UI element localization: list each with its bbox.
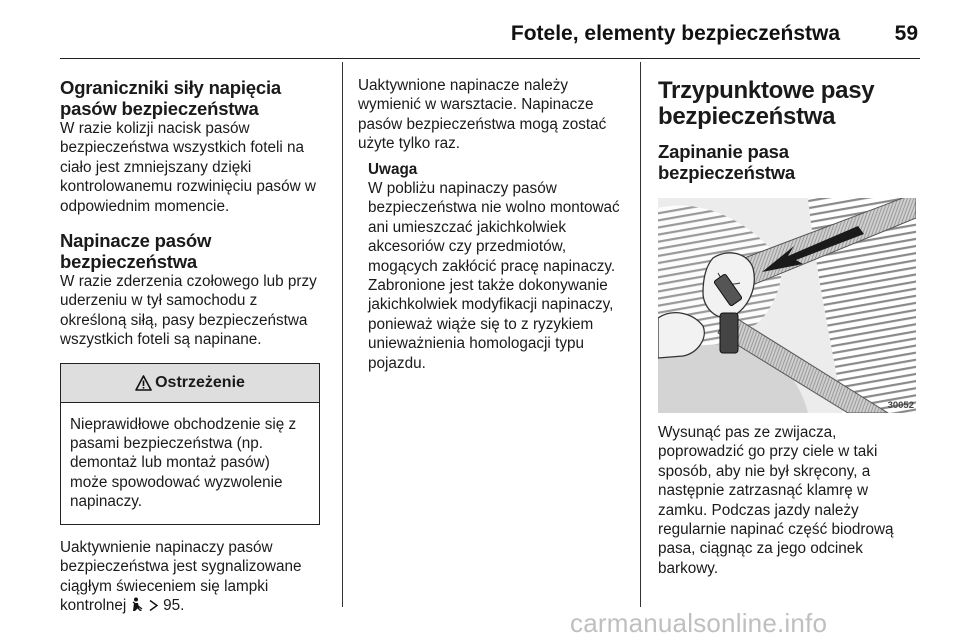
note-block	[368, 160, 626, 373]
section-title-pretensioners: Napinacze pasów bezpieczeństwa	[60, 230, 212, 273]
activation-text: Uaktywnienie napinaczy pasów bezpieczeństwa jest sygnalizowane ciągłym świeceniem się lampki kontrolnej	[60, 538, 302, 614]
section-title-force-limiters: Ograniczniki siły napięcia pasów bezpieczeństwa	[60, 77, 282, 119]
seatbelt-drawing	[658, 198, 916, 413]
column-divider	[640, 62, 641, 607]
warning-header	[61, 364, 319, 403]
page-reference: 95.	[163, 596, 185, 614]
subsection-title-fastening: Zapinanie pasa bezpieczeństwa	[658, 141, 796, 183]
replacement-text: Uaktywnione napinacze należy wymienić w warsztacie. Napinacze pasów bezpieczeństwa mogą zostać użyte tylko raz.	[358, 77, 607, 153]
warning-text: Nieprawidłowe obchodzenie się z pasami bezpieczeństwa (np. demontaż lub montaż pasów) może spowodować wyzwolenie napinaczy.	[70, 415, 297, 511]
seatbelt-illustration	[658, 198, 916, 413]
page-header-title: Fotele, elementy bezpieczeństwa	[510, 22, 840, 45]
section-text-pretensioners: W razie zderzenia czołowego lub przy uderzeniu w tył samochodu z określoną siłą, pasy bezpieczeństwa wszystkich foteli są napinane.	[60, 273, 317, 349]
watermark-text: carmanualsonline.info	[570, 608, 828, 638]
section-text-activation	[60, 538, 326, 616]
column-middle	[358, 62, 626, 606]
section-title-three-point-belts: Trzypunktowe pasy bezpieczeństwa	[658, 77, 875, 130]
figure-number: 30052	[887, 400, 914, 411]
column-left	[60, 62, 326, 614]
warning-title: Ostrzeżenie	[155, 373, 245, 391]
warning-box	[60, 363, 320, 525]
column-right	[658, 62, 920, 606]
column-divider	[342, 62, 343, 607]
warning-triangle-icon	[135, 375, 152, 391]
section-text-force-limiters: W razie kolizji nacisk pasów bezpieczeństwa wszystkich foteli na ciało jest zmniejszany dzięki kontrolowanemu rozwinięciu pasów w odpowiednim momencie.	[60, 120, 316, 215]
fastening-instructions-text: Wysunąć pas ze zwijacza, poprowadzić go przy ciele w taki sposób, aby nie był skręcony, a następnie zatrzasnąć klamrę w zamku. Podczas jazdy należy regularnie napinać część biodrową pasa, ciągnąc za jego odcinek barkowy.	[658, 424, 894, 577]
page-reference-arrow-icon	[148, 599, 159, 612]
page-header	[60, 0, 920, 59]
airbag-seatbelt-indicator-icon	[131, 597, 144, 612]
page-number: 59	[894, 22, 918, 45]
note-text: W pobliżu napinaczy pasów bezpieczeństwa nie wolno montować ani umieszczać jakichkolwiek akcesoriów czy przedmiotów, mogących zakłócić pracę napinaczy. Zabronione jest także dokonywanie jakichkolwiek modyfikacji napinaczy, ponieważ wiąże się to z ryzykiem unieważnienia homologacji typu pojazdu.	[368, 180, 620, 372]
note-label: Uwaga	[368, 160, 418, 178]
